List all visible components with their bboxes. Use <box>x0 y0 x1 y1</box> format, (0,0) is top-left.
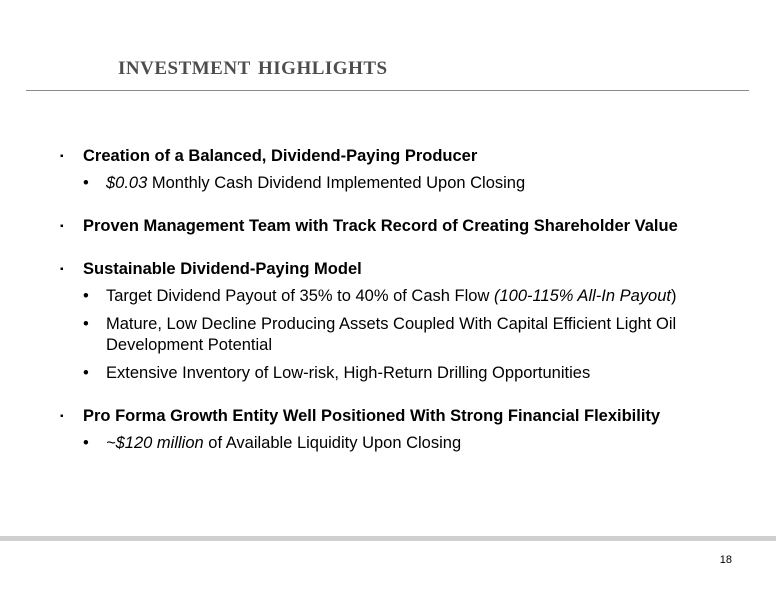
sub-bullet <box>83 314 740 356</box>
dot-bullet-icon: • <box>83 315 89 333</box>
sub-bullet-body: Monthly Cash Dividend Implemented Upon Closing <box>147 174 526 192</box>
dot-bullet-icon: • <box>83 364 89 382</box>
sub-bullet-text <box>106 173 525 194</box>
main-bullet-text: Pro Forma Growth Entity Well Positioned With Strong Financial Flexibility <box>83 407 661 425</box>
sub-bullet <box>83 286 740 307</box>
sub-bullet-list <box>60 173 740 194</box>
square-bullet-icon: ▪ <box>60 151 64 162</box>
square-bullet-icon: ▪ <box>60 221 64 232</box>
highlight-section <box>60 406 740 454</box>
square-bullet-icon: ▪ <box>60 411 64 422</box>
main-bullet-text: Sustainable Dividend-Paying Model <box>83 260 362 278</box>
highlights-list <box>60 146 740 476</box>
dot-bullet-icon: • <box>83 434 89 452</box>
main-bullet <box>60 146 740 167</box>
main-bullet <box>60 216 740 237</box>
sub-bullet-list <box>60 433 740 454</box>
main-bullet <box>60 406 740 427</box>
payout-note-close: ) <box>670 287 677 305</box>
sub-bullet <box>83 363 740 384</box>
main-bullet-text: Proven Management Team with Track Record of Creating Shareholder Value <box>83 217 678 235</box>
sub-bullet-body: Target Dividend Payout of 35% to 40% of Cash Flow <box>106 287 494 305</box>
sub-bullet-list <box>60 286 740 384</box>
square-bullet-icon: ▪ <box>60 264 64 275</box>
dividend-amount: $0.03 <box>106 174 148 192</box>
main-bullet <box>60 259 740 280</box>
liquidity-amount: ~$120 million <box>106 434 204 452</box>
sub-bullet-body: of Available Liquidity Upon Closing <box>203 434 462 452</box>
highlight-section <box>60 259 740 384</box>
slide-title: investment highlights <box>118 50 388 80</box>
title-divider <box>26 90 749 91</box>
sub-bullet-text: Mature, Low Decline Producing Assets Coupled With Capital Efficient Light Oil Development Potential <box>106 315 677 354</box>
highlight-section <box>60 216 740 237</box>
dot-bullet-icon: • <box>83 174 89 192</box>
sub-bullet <box>83 433 740 454</box>
sub-bullet-text: Extensive Inventory of Low-risk, High-Return Drilling Opportunities <box>106 364 591 382</box>
main-bullet-text: Creation of a Balanced, Dividend-Paying Producer <box>83 147 478 165</box>
sub-bullet <box>83 173 740 194</box>
highlight-section <box>60 146 740 194</box>
sub-bullet-text <box>106 433 461 454</box>
footer-divider <box>0 536 776 541</box>
payout-note: (100-115% All-In Payout <box>493 287 671 305</box>
dot-bullet-icon: • <box>83 287 89 305</box>
page-number: 18 <box>719 554 732 566</box>
sub-bullet-text <box>106 286 676 307</box>
